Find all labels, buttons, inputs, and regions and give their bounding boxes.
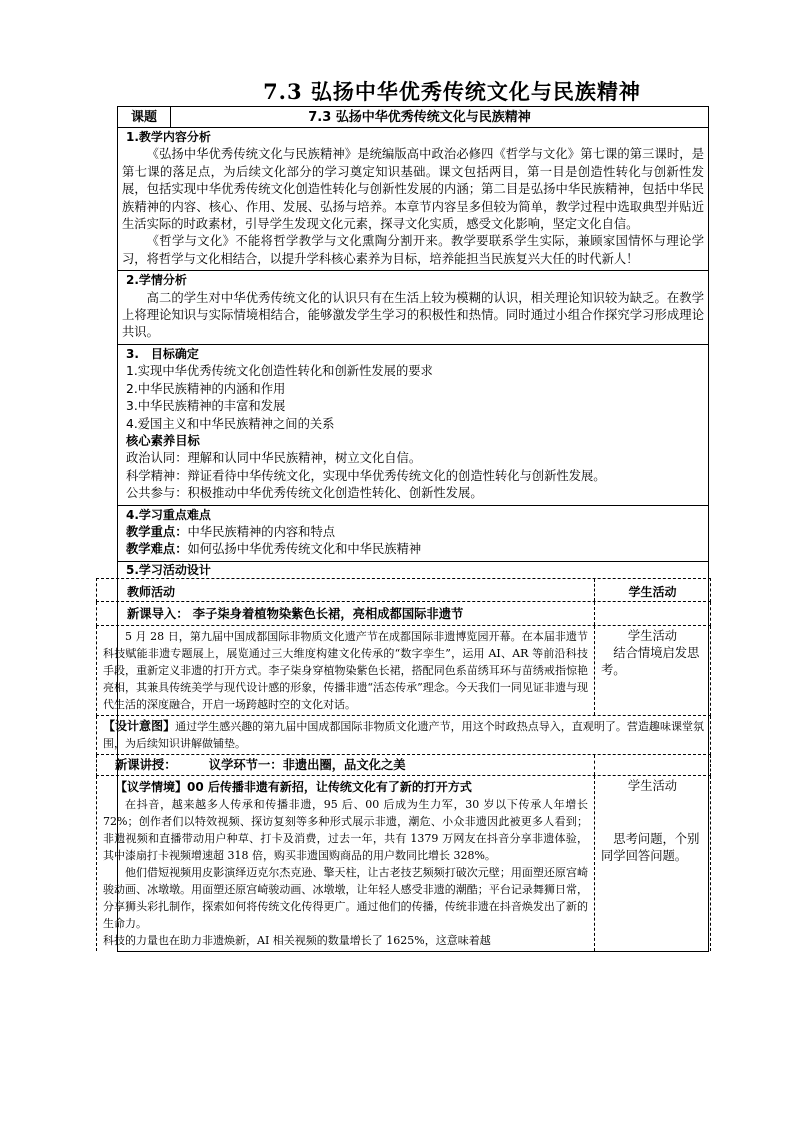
new-lesson-title: 议学环节一：非遗出圈，品文化之美 — [208, 757, 406, 772]
key-points-heading: 4.学习重点难点 — [126, 507, 211, 522]
objective-item: 2.中华民族精神的内涵和作用 — [126, 381, 286, 396]
intro-title: 李子柒身着植物染紫色长裙，亮相成都国际非遗节 — [192, 606, 464, 621]
situation-paragraph: 科技的力量也在助力非遗焕新，AI 相关视频的数量增长了 1625%，这意味着越 — [103, 933, 491, 947]
core-literacy-item: 公共参与：积极推动中华优秀传统文化创造性转化、创新性发展。 — [126, 486, 483, 501]
topic-value: 7.3 弘扬中华优秀传统文化与民族精神 — [308, 110, 531, 125]
intro-title-student-cell — [595, 602, 710, 625]
design-intent-text: 通过学生感兴趣的第九届中国成都国际非物质文化遗产节，用这个时政热点导入，直观明了。营造趣味课堂氛围，为后续知识讲解做铺垫。 — [103, 719, 704, 750]
new-lesson-cell — [97, 755, 595, 775]
intro-title-row — [96, 602, 711, 626]
key-points-section — [117, 506, 709, 562]
difficulty-line — [122, 541, 704, 558]
intro-title-cell — [97, 602, 595, 625]
design-intent-row — [96, 716, 711, 755]
situation-label: 【议学情境】 — [115, 779, 188, 794]
core-literacy-item: 科学精神：辩证看待中华传统文化，实现中华优秀传统文化的创造性转化与创新性发展。 — [126, 468, 606, 483]
student-activity-header: 学生活动 — [628, 584, 677, 599]
intro-content-row — [96, 626, 711, 716]
activity-header-row — [96, 578, 711, 602]
core-literacy-heading: 核心素养目标 — [126, 433, 200, 448]
intro-content-cell — [97, 626, 595, 715]
situation-student-cell — [595, 776, 710, 951]
key-point-text: 中华民族精神的内容和特点 — [187, 524, 336, 539]
page-title: 7.3 弘扬中华优秀传统文化与民族精神 — [263, 79, 641, 104]
intro-student-cell — [595, 626, 710, 715]
student-analysis-paragraph: 高二的学生对中华优秀传统文化的认识只有在生活上较为模糊的认识，相关理论知识较为缺乏。在教学上将理论知识与实际情境相结合，能够激发学生学习的积极性和热情。同时通过小组合作探究学习形成理论共识。 — [122, 290, 704, 340]
situation-paragraph: 在抖音，越来越多人传承和传播非遗，95 后、00 后成为生力军，30 岁以下传承人年增长 72%；创作者们以特效视频、探访复刻等多种形式展示非遗，潮危、小众非遗因此被更多人看到；非遗视频和直播带动用户种草、打卡及消费，过去一年，共有 1379 万网友在抖音分享非遗体验，其中漆扇打卡视频增速超 318 倍，购买非遗国购商品的用户数同比增长 328%。 — [103, 797, 588, 862]
situation-title: 00 后传播非遗有新招，让传统文化有了新的打开方式 — [187, 779, 472, 794]
content-analysis-heading: 1.教学内容分析 — [126, 130, 211, 144]
design-intent-paragraph — [103, 718, 704, 752]
core-literacy-item: 政治认同：理解和认同中华民族精神，树立文化自信。 — [126, 451, 422, 466]
situation-heading — [103, 778, 588, 796]
situation-student-text: 思考问题，个别同学回答问题。 — [601, 831, 700, 863]
topic-row — [117, 106, 709, 128]
design-intent-cell — [97, 716, 710, 754]
key-point-label: 教学重点： — [126, 524, 188, 539]
intro-label: 新课导入： — [127, 606, 189, 621]
situation-paragraph: 他们借短视频用皮影演绎迈克尔杰克逊、擎天柱，让古老技艺频频打破次元壁；用面塑还原宫崎骏动画、冰墩墩。用面塑还原宫崎骏动画、冰墩墩，让年轻人感受非遗的潮酷；平台记录舞狮日常，分享狮头彩扎制作，探索如何将传统文化传得更广。通过他们的传播，传统非遗在抖音焕发出了新的生命力。 — [103, 865, 588, 930]
activity-design-heading: 5.学习活动设计 — [126, 562, 211, 577]
activity-subtable — [96, 578, 711, 951]
new-lesson-row — [96, 755, 711, 776]
situation-cell — [97, 776, 595, 951]
content-analysis-paragraph: 《弘扬中华优秀传统文化与民族精神》是统编版高中政治必修四《哲学与文化》第七课的第三课时，是第七课的落足点，为后续文化部分的学习奠定知识基础。课文包括两目，第一目是创造性转化与创新性发展，包括实现中华优秀传统文化创造性转化与创新性发展的内涵；第二目是弘扬中华民族精神，包括中华民族精神的内容、核心、作用、发展、弘扬与培养。本章节内容呈多但较为简单，教学过程中选取典型并贴近生活实际的时政素材，引导学生发现文化元素，探寻文化实质，感受文化影响，坚定文化自信。 — [122, 147, 704, 232]
objective-item: 3.中华民族精神的丰富和发展 — [126, 399, 286, 414]
content-analysis-section — [117, 128, 709, 271]
intro-text: 5 月 28 日，第九届中国成都国际非物质文化遗产节在成都国际非遗博览园开幕。在本届非遗节科技赋能非遗专题展上，展览通过三大维度构建文化传承的“数字孪生”，运用 AI、AR 等前沿科技手段，重新定义非遗的打开方式。李子柒身穿植物染紫色长裙，搭配同色系苗绣耳环与苗绣戒指惊艳亮相，其兼具传统美学与现代设计感的形象，传播非遗“活态传承”理念。今天我们一同见证非遗与现代生活的深度融合，开启一场跨越时空的文化对话。 — [103, 629, 588, 711]
difficulty-text: 如何弘扬中华优秀传统文化和中华民族精神 — [187, 542, 422, 557]
objective-item: 4.爱国主义和中华民族精神之间的关系 — [126, 416, 335, 431]
objectives-heading: 3. 目标确定 — [126, 346, 199, 361]
content-analysis-paragraph: 《哲学与文化》不能将哲学教学与文化熏陶分割开来。教学要联系学生实际，兼顾家国情怀与理论学习，将哲学与文化相结合，以提升学科核心素养为目标，培养能担当民族复兴大任的时代新人！ — [122, 234, 704, 266]
teacher-activity-header: 教师活动 — [97, 579, 595, 601]
key-point-line — [122, 524, 704, 541]
student-analysis-section — [117, 271, 709, 345]
activity-design-section — [103, 562, 709, 952]
objectives-section — [117, 345, 709, 506]
situation-student-title: 学生活动 — [627, 778, 678, 793]
objective-item: 1.实现中华优秀传统文化创造性转化和创新性发展的要求 — [126, 364, 433, 379]
intro-student-text: 结合情境启发思考。 — [601, 645, 700, 677]
topic-label: 课题 — [118, 107, 171, 127]
difficulty-label: 教学难点： — [126, 542, 188, 557]
new-lesson-student-cell — [595, 755, 710, 775]
lesson-plan-table — [103, 106, 709, 952]
situation-row — [96, 776, 711, 951]
intro-student-title: 学生活动 — [627, 628, 678, 643]
design-intent-label: 【设计意图】 — [103, 718, 176, 733]
student-analysis-heading: 2.学情分析 — [126, 273, 187, 288]
new-lesson-label: 新课讲授： — [115, 757, 177, 772]
